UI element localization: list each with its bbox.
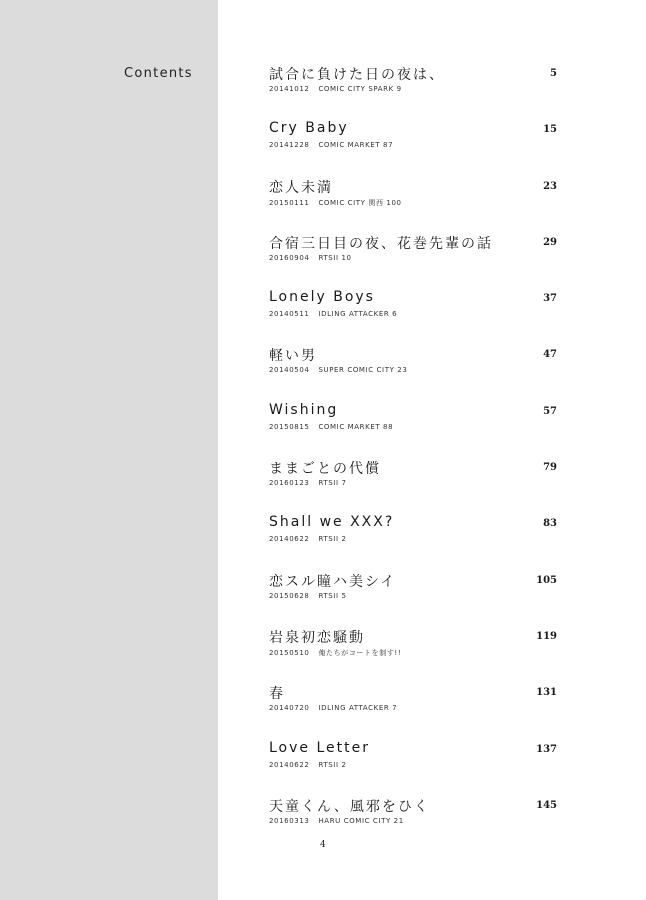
- entry-page-number: 137: [536, 743, 557, 755]
- entry-date: 20140720: [269, 704, 310, 713]
- entry-meta: [269, 198, 402, 208]
- contents-heading: Contents: [124, 66, 193, 81]
- entry-meta: [269, 423, 393, 431]
- entry-title: 試合に負けた日の夜は、: [269, 67, 445, 83]
- entry-page-number: 29: [543, 236, 557, 248]
- toc-entry: [269, 458, 557, 514]
- entry-event: RTSII 7: [318, 479, 347, 488]
- entry-page-number: 131: [536, 687, 557, 699]
- entry-title: 天童くん、風邪をひく: [269, 798, 430, 815]
- entry-meta: [269, 85, 402, 93]
- entry-title: 軽い男: [269, 348, 317, 365]
- entry-date: 20141228: [269, 141, 310, 150]
- entry-meta: [269, 535, 347, 543]
- entry-event: IDLING ATTACKER 7: [318, 704, 398, 713]
- entry-title: Lonely Boys: [269, 289, 375, 306]
- entry-date: 20150510: [269, 648, 310, 657]
- entry-meta: [269, 366, 407, 374]
- entry-event: IDLING ATTACKER 6: [318, 310, 398, 319]
- entry-event: COMIC MARKET 87: [318, 141, 394, 150]
- entry-title: Wishing: [269, 401, 339, 418]
- entry-page-number: 145: [536, 799, 557, 811]
- entry-title: 恋人未満: [269, 179, 333, 196]
- entry-title: 岩泉初恋騒動: [269, 629, 365, 646]
- toc-entry: [269, 233, 557, 289]
- entry-meta: [269, 704, 397, 712]
- entry-event: HARU COMIC CITY 21: [318, 816, 404, 825]
- entry-event: RTSII 2: [318, 535, 347, 544]
- entry-event: 俺たちがコートを制す!!: [318, 648, 402, 657]
- entry-page-number: 119: [536, 630, 557, 642]
- entry-page-number: 47: [543, 349, 557, 361]
- entry-title: Love Letter: [269, 739, 370, 756]
- entry-title: Shall we XXX?: [269, 514, 395, 531]
- page-number: 4: [320, 840, 326, 850]
- entry-page-number: 105: [536, 574, 557, 586]
- entry-date: 20150111: [269, 198, 310, 207]
- entry-meta: [269, 310, 397, 318]
- entry-date: 20141012: [269, 85, 310, 93]
- entry-event: COMIC MARKET 88: [318, 422, 394, 431]
- entry-page-number: 83: [543, 518, 557, 530]
- entry-event: COMIC CITY 関西 100: [318, 198, 402, 207]
- entry-title: Cry Baby: [269, 120, 349, 137]
- entry-date: 20140622: [269, 760, 310, 769]
- toc-entry: [269, 64, 557, 120]
- toc-entry: [269, 177, 557, 233]
- entry-event: SUPER COMIC CITY 23: [318, 366, 408, 375]
- entry-title: ままごとの代償: [269, 461, 381, 478]
- entry-meta: [269, 761, 347, 769]
- entry-meta: [269, 592, 347, 600]
- entry-date: 20150815: [269, 422, 310, 431]
- entry-meta: [269, 254, 352, 262]
- toc-entry: [269, 740, 557, 796]
- entry-page-number: 15: [543, 124, 557, 136]
- entry-date: 20160123: [269, 479, 310, 488]
- entry-title: 合宿三日目の夜、花巻先輩の話: [269, 235, 493, 252]
- entry-date: 20160313: [269, 816, 310, 825]
- entry-page-number: 23: [543, 180, 557, 192]
- entry-meta: [269, 648, 401, 658]
- side-band: [0, 0, 218, 900]
- toc-entry: [269, 627, 557, 683]
- toc-entry: [269, 402, 557, 458]
- toc-entry: [269, 571, 557, 627]
- toc-entry: [269, 683, 557, 739]
- entry-meta: [269, 141, 393, 149]
- entry-event: RTSII 10: [318, 253, 352, 262]
- entry-date: 20140511: [269, 310, 310, 319]
- entry-page-number: 57: [543, 405, 557, 417]
- toc-entry: [269, 120, 557, 176]
- toc-entry: [269, 796, 557, 852]
- entry-page-number: 79: [543, 462, 557, 474]
- entry-date: 20150628: [269, 591, 310, 600]
- entry-event: RTSII 5: [318, 591, 347, 600]
- entry-date: 20140504: [269, 366, 310, 375]
- entry-page-number: 5: [550, 68, 557, 79]
- entry-meta: [269, 479, 347, 487]
- entry-date: 20160904: [269, 253, 310, 262]
- toc-entry: [269, 289, 557, 345]
- entry-event: COMIC CITY SPARK 9: [318, 85, 402, 93]
- entry-title: 春: [269, 686, 285, 703]
- toc-entry: [269, 514, 557, 570]
- entry-date: 20140622: [269, 535, 310, 544]
- entry-meta: [269, 817, 404, 825]
- toc-list: [269, 64, 557, 852]
- entry-event: RTSII 2: [318, 760, 347, 769]
- toc-entry: [269, 345, 557, 401]
- entry-page-number: 37: [543, 293, 557, 305]
- entry-title: 恋スル瞳ハ美シイ: [269, 573, 397, 590]
